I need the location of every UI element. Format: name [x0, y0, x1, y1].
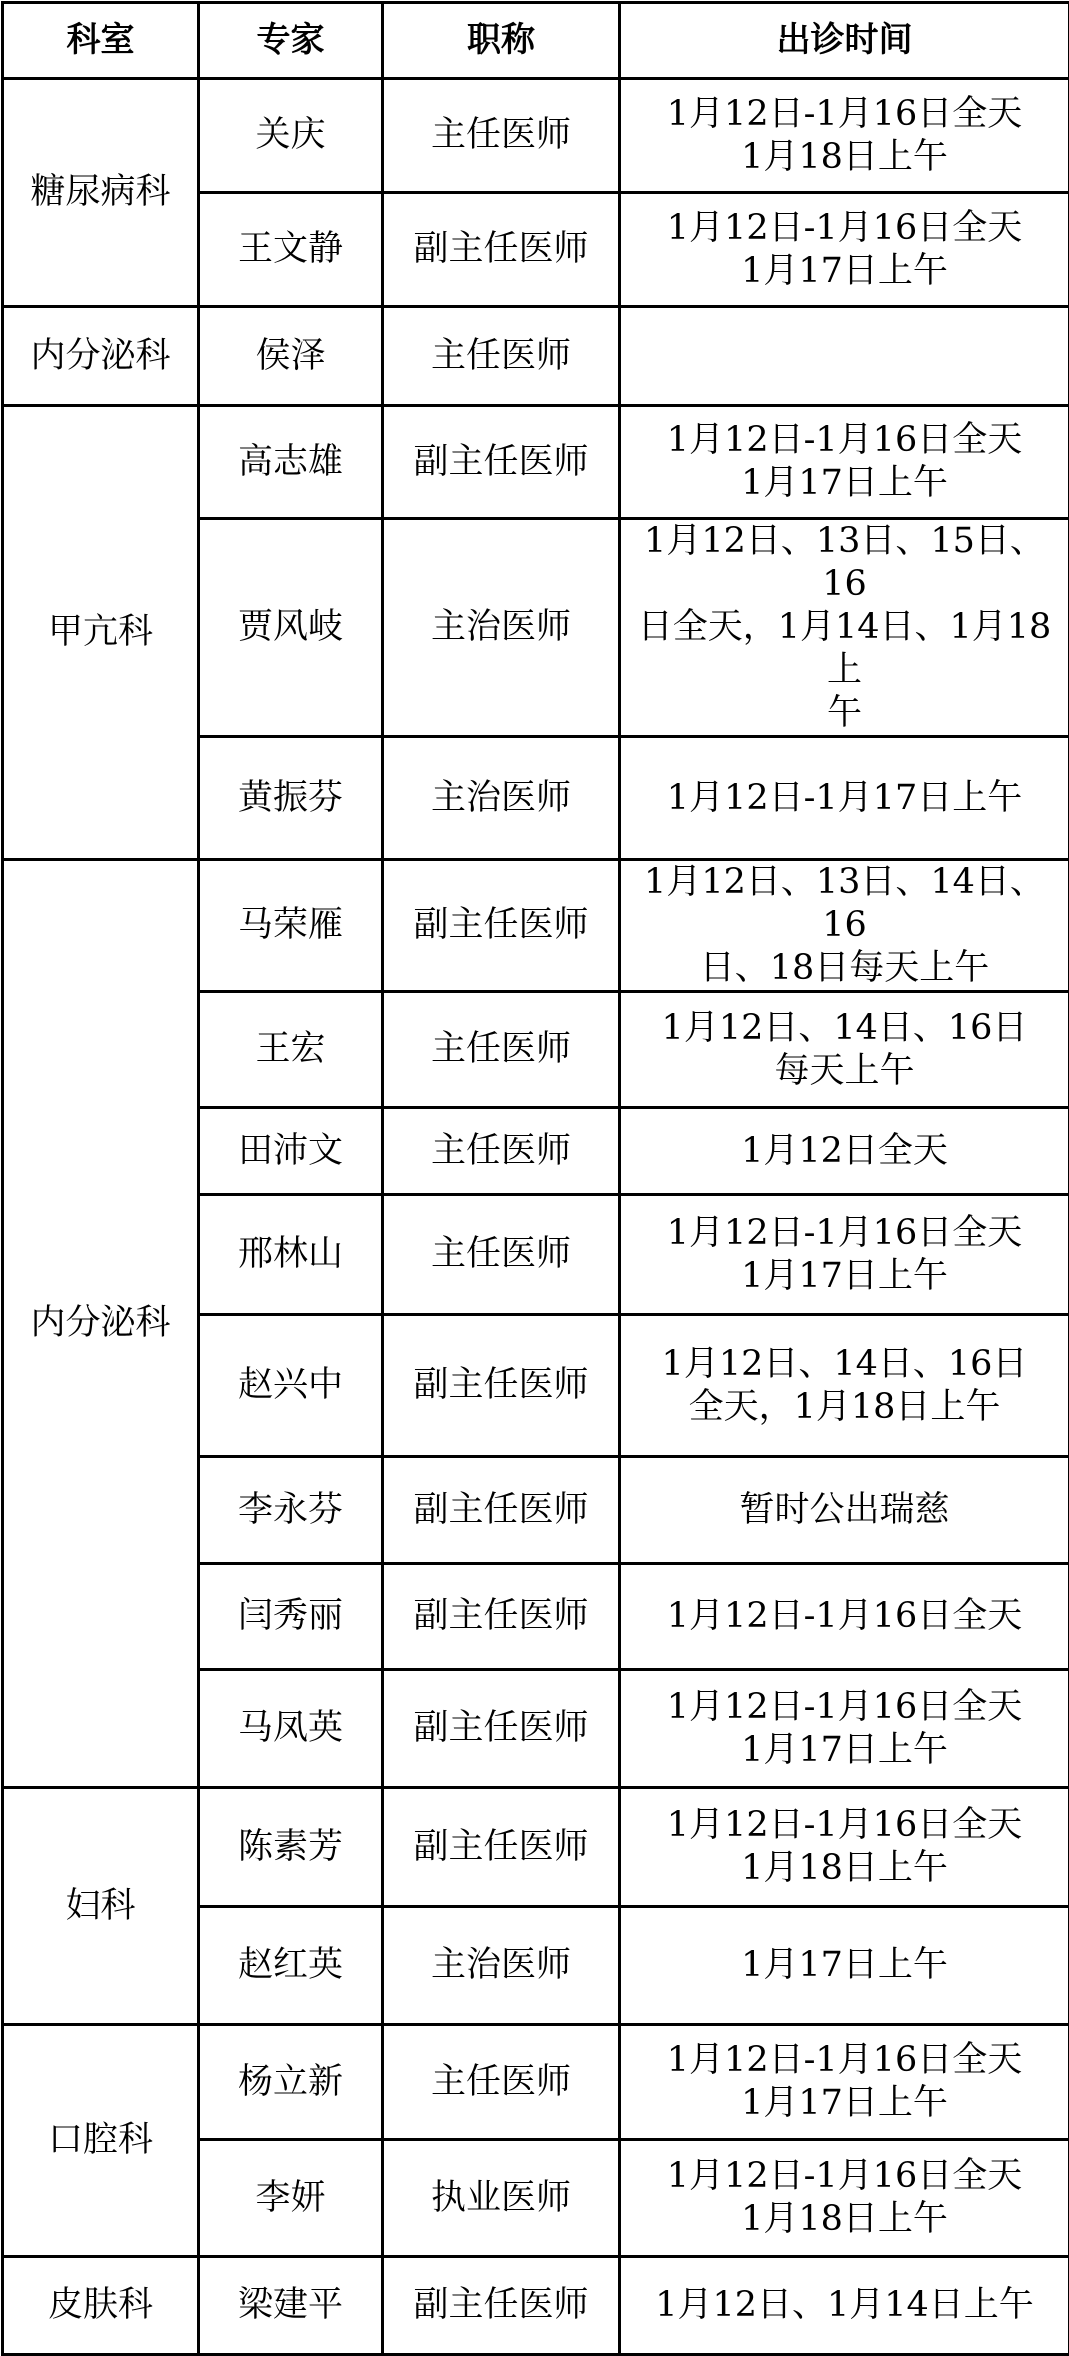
time-line: 1月12日-1月17日上午 — [627, 777, 1062, 820]
table-row — [3, 307, 1069, 406]
title-cell: 副主任医师 — [383, 860, 620, 992]
table-row — [3, 406, 1069, 519]
time-line: 1月18日上午 — [627, 2198, 1062, 2241]
time-line: 1月17日上午 — [627, 250, 1062, 293]
time-line: 每天上午 — [627, 1050, 1062, 1093]
time-line: 1月12日-1月16日全天 — [627, 419, 1062, 462]
expert-cell: 王宏 — [199, 992, 383, 1108]
time-cell — [620, 1788, 1069, 1907]
title-cell: 主任医师 — [383, 1108, 620, 1195]
dept-cell: 妇科 — [3, 1788, 199, 2025]
title-cell: 副主任医师 — [383, 2257, 620, 2355]
table-row — [3, 79, 1069, 193]
expert-cell: 王文静 — [199, 193, 383, 307]
title-cell: 主任医师 — [383, 79, 620, 193]
header-row — [3, 3, 1069, 79]
expert-cell: 侯泽 — [199, 307, 383, 406]
time-line: 1月12日-1月16日全天 — [627, 1804, 1062, 1847]
expert-cell: 李永芬 — [199, 1457, 383, 1564]
time-cell — [620, 79, 1069, 193]
time-cell — [620, 519, 1069, 737]
time-cell — [620, 307, 1069, 406]
expert-cell: 田沛文 — [199, 1108, 383, 1195]
dept-cell: 糖尿病科 — [3, 79, 199, 307]
title-cell: 主治医师 — [383, 737, 620, 860]
dept-cell: 口腔科 — [3, 2025, 199, 2257]
time-line: 日、18日每天上午 — [627, 947, 1062, 990]
expert-cell: 贾风岐 — [199, 519, 383, 737]
expert-cell: 关庆 — [199, 79, 383, 193]
time-line: 1月17日上午 — [627, 1729, 1062, 1772]
expert-cell: 闫秀丽 — [199, 1564, 383, 1670]
time-line: 1月17日上午 — [627, 2082, 1062, 2125]
time-cell — [620, 1670, 1069, 1788]
header-time: 出诊时间 — [620, 3, 1069, 79]
time-line: 1月12日-1月16日全天 — [627, 1595, 1062, 1638]
time-cell — [620, 1108, 1069, 1195]
expert-cell: 赵红英 — [199, 1907, 383, 2025]
time-line: 1月12日全天 — [627, 1130, 1062, 1173]
time-cell — [620, 1564, 1069, 1670]
time-line: 1月12日-1月16日全天 — [627, 1212, 1062, 1255]
table-row — [3, 860, 1069, 992]
time-line: 日全天，1月14日、1月18上 — [627, 606, 1062, 692]
expert-cell: 高志雄 — [199, 406, 383, 519]
expert-cell: 陈素芳 — [199, 1788, 383, 1907]
title-cell: 主任医师 — [383, 307, 620, 406]
table-row — [3, 2025, 1069, 2140]
time-cell — [620, 2025, 1069, 2140]
expert-cell: 马凤英 — [199, 1670, 383, 1788]
title-cell: 副主任医师 — [383, 1788, 620, 1907]
time-cell — [620, 193, 1069, 307]
expert-cell: 黄振芬 — [199, 737, 383, 860]
expert-cell: 赵兴中 — [199, 1315, 383, 1457]
time-line: 暂时公出瑞慈 — [627, 1489, 1062, 1532]
time-line: 1月17日上午 — [627, 1944, 1062, 1987]
time-cell — [620, 1315, 1069, 1457]
title-cell: 副主任医师 — [383, 1670, 620, 1788]
time-line: 1月12日-1月16日全天 — [627, 2155, 1062, 2198]
clinic-schedule-table — [1, 1, 1069, 2356]
expert-cell: 梁建平 — [199, 2257, 383, 2355]
title-cell: 主任医师 — [383, 1195, 620, 1315]
time-line: 1月12日-1月16日全天 — [627, 1686, 1062, 1729]
time-line: 1月12日-1月16日全天 — [627, 207, 1062, 250]
expert-cell: 杨立新 — [199, 2025, 383, 2140]
time-cell — [620, 860, 1069, 992]
title-cell: 主任医师 — [383, 992, 620, 1108]
time-line: 1月12日、1月14日上午 — [627, 2284, 1062, 2327]
title-cell: 主治医师 — [383, 519, 620, 737]
expert-cell: 马荣雁 — [199, 860, 383, 992]
title-cell: 副主任医师 — [383, 1564, 620, 1670]
dept-cell: 甲亢科 — [3, 406, 199, 860]
title-cell: 主治医师 — [383, 1907, 620, 2025]
schedule-body — [3, 79, 1069, 2355]
time-line: 午 — [627, 692, 1062, 735]
time-line: 1月12日、13日、14日、16 — [627, 861, 1062, 947]
time-cell — [620, 1907, 1069, 2025]
header-dept: 科室 — [3, 3, 199, 79]
header-expert: 专家 — [199, 3, 383, 79]
time-line: 1月12日-1月16日全天 — [627, 93, 1062, 136]
dept-cell: 皮肤科 — [3, 2257, 199, 2355]
title-cell: 主任医师 — [383, 2025, 620, 2140]
table-row — [3, 2257, 1069, 2355]
expert-cell: 邢林山 — [199, 1195, 383, 1315]
time-cell — [620, 992, 1069, 1108]
dept-cell: 内分泌科 — [3, 860, 199, 1788]
time-line: 1月18日上午 — [627, 1847, 1062, 1890]
time-cell — [620, 737, 1069, 860]
time-line: 1月17日上午 — [627, 1255, 1062, 1298]
time-cell — [620, 406, 1069, 519]
table-row — [3, 1788, 1069, 1907]
time-line: 1月17日上午 — [627, 462, 1062, 505]
title-cell: 执业医师 — [383, 2140, 620, 2257]
time-line: 1月18日上午 — [627, 136, 1062, 179]
title-cell: 副主任医师 — [383, 1315, 620, 1457]
time-cell — [620, 1457, 1069, 1564]
time-line: 1月12日、13日、15日、16 — [627, 520, 1062, 606]
title-cell: 副主任医师 — [383, 406, 620, 519]
dept-cell: 内分泌科 — [3, 307, 199, 406]
title-cell: 副主任医师 — [383, 193, 620, 307]
expert-cell: 李妍 — [199, 2140, 383, 2257]
time-line: 1月12日-1月16日全天 — [627, 2039, 1062, 2082]
time-line: 1月12日、14日、16日 — [627, 1343, 1062, 1386]
time-cell — [620, 2257, 1069, 2355]
time-line: 全天，1月18日上午 — [627, 1386, 1062, 1429]
time-line: 1月12日、14日、16日 — [627, 1007, 1062, 1050]
header-title: 职称 — [383, 3, 620, 79]
title-cell: 副主任医师 — [383, 1457, 620, 1564]
time-cell — [620, 1195, 1069, 1315]
time-cell — [620, 2140, 1069, 2257]
